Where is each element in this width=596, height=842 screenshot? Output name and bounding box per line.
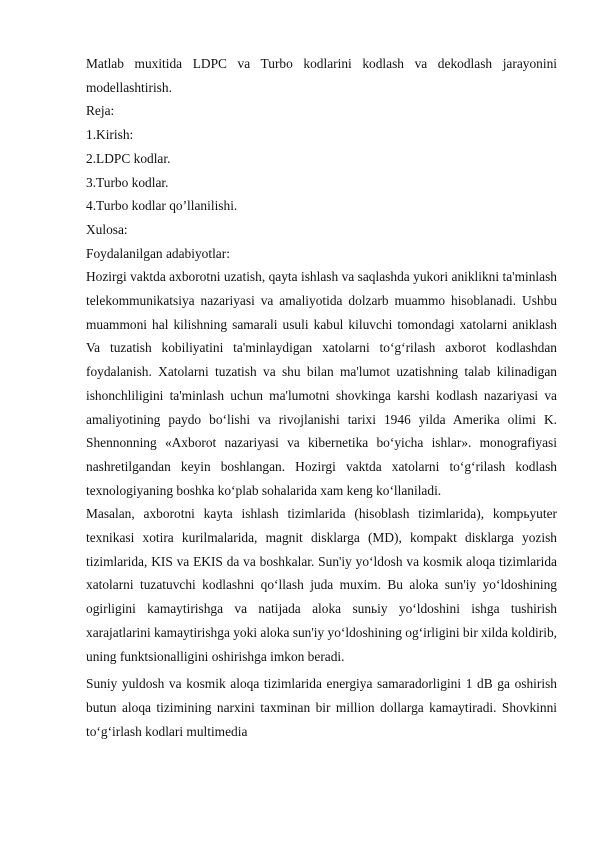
plan-item-4: 4.Turbo kodlar qo’llanilishi.	[86, 198, 238, 214]
plan-heading: Reja:	[86, 103, 115, 119]
document-title: Matlab muxitida LDPC va Turbo kodlarini kodlash va dekodlash jarayonini modellashtirish.	[86, 56, 557, 95]
body-paragraph-2: Masalan, axborotni kayta ishlash tizimlarida (hisoblash tizimlarida), kompьyuter texnikasi xotira kurilmalarida, magnit disklarga (MD), kompakt disklarga yozish tizimlarida, KIS va EKIS da va boshkalar. Sun'iy yo‘ldosh va kosmik aloqa tizimlarida xatolarni tuzatuvchi kodlashni qo‘llash juda muxim. Bu aloka sun'iy yo‘ldoshining ogirligini kamaytirishga va natijada aloka sunьiy yo‘ldoshini ishga tushirish xarajatlarini kamaytirishga yoki aloka sun'iy yo‘ldoshining og‘irligini bir xilda koldirib, uning funktsionalligini oshirishga imkon beradi.	[86, 506, 557, 664]
plan-item-1: 1.Kirish:	[86, 127, 134, 143]
plan-item-2: 2.LDPC kodlar.	[86, 150, 171, 166]
conclusion-heading: Xulosa:	[86, 221, 128, 237]
plan-item-3: 3.Turbo kodlar.	[86, 174, 169, 190]
body-paragraph-1: Hozirgi vaktda axborotni uzatish, qayta ishlash va saqlashda yukori aniklikni ta'minlash telekommunikatsiya nazariyasi va amaliyotida dolzarb muammo hisoblanadi. Ushbu muammoni hal kilishning samarali usuli kabul kiluvchi tomondagi xatolarni aniklash Va tuzatish kobiliyatini ta'minlaydigan xatolarni to‘g‘rilash axborot kodlashdan foydalanish. Xatolarni tuzatish va shu bilan ma'lumot uzatishning talab kilinadigan ishonchliligini ta'minlash uchun ma'lumotni shovkinga karshi kodlash nazariyasi va amaliyotining paydo bo‘lishi va rivojlanishi tarixi 1946 yilda Amerika olimi K. Shennonning «Axborot nazariyasi va kibernetika bo‘yicha ishlar». monografiyasi nashretilgandan keyin boshlangan. Hozirgi vaktda xatolarni to‘g‘rilash kodlash texnologiyaning boshka ko‘plab sohalarida xam keng ko‘llaniladi.	[86, 269, 557, 498]
references-heading: Foydalanilgan adabiyotlar:	[86, 245, 230, 261]
body-paragraph-3: Suniy yuldosh va kosmik aloqa tizimlarida energiya samaradorligini 1 dB ga oshirish butun aloqa tizimining narxini taxminan bir million dollarga kamaytiradi. Shovkinni to‘g‘irlash kodlari multimedia	[86, 676, 557, 739]
document-page	[86, 52, 557, 743]
